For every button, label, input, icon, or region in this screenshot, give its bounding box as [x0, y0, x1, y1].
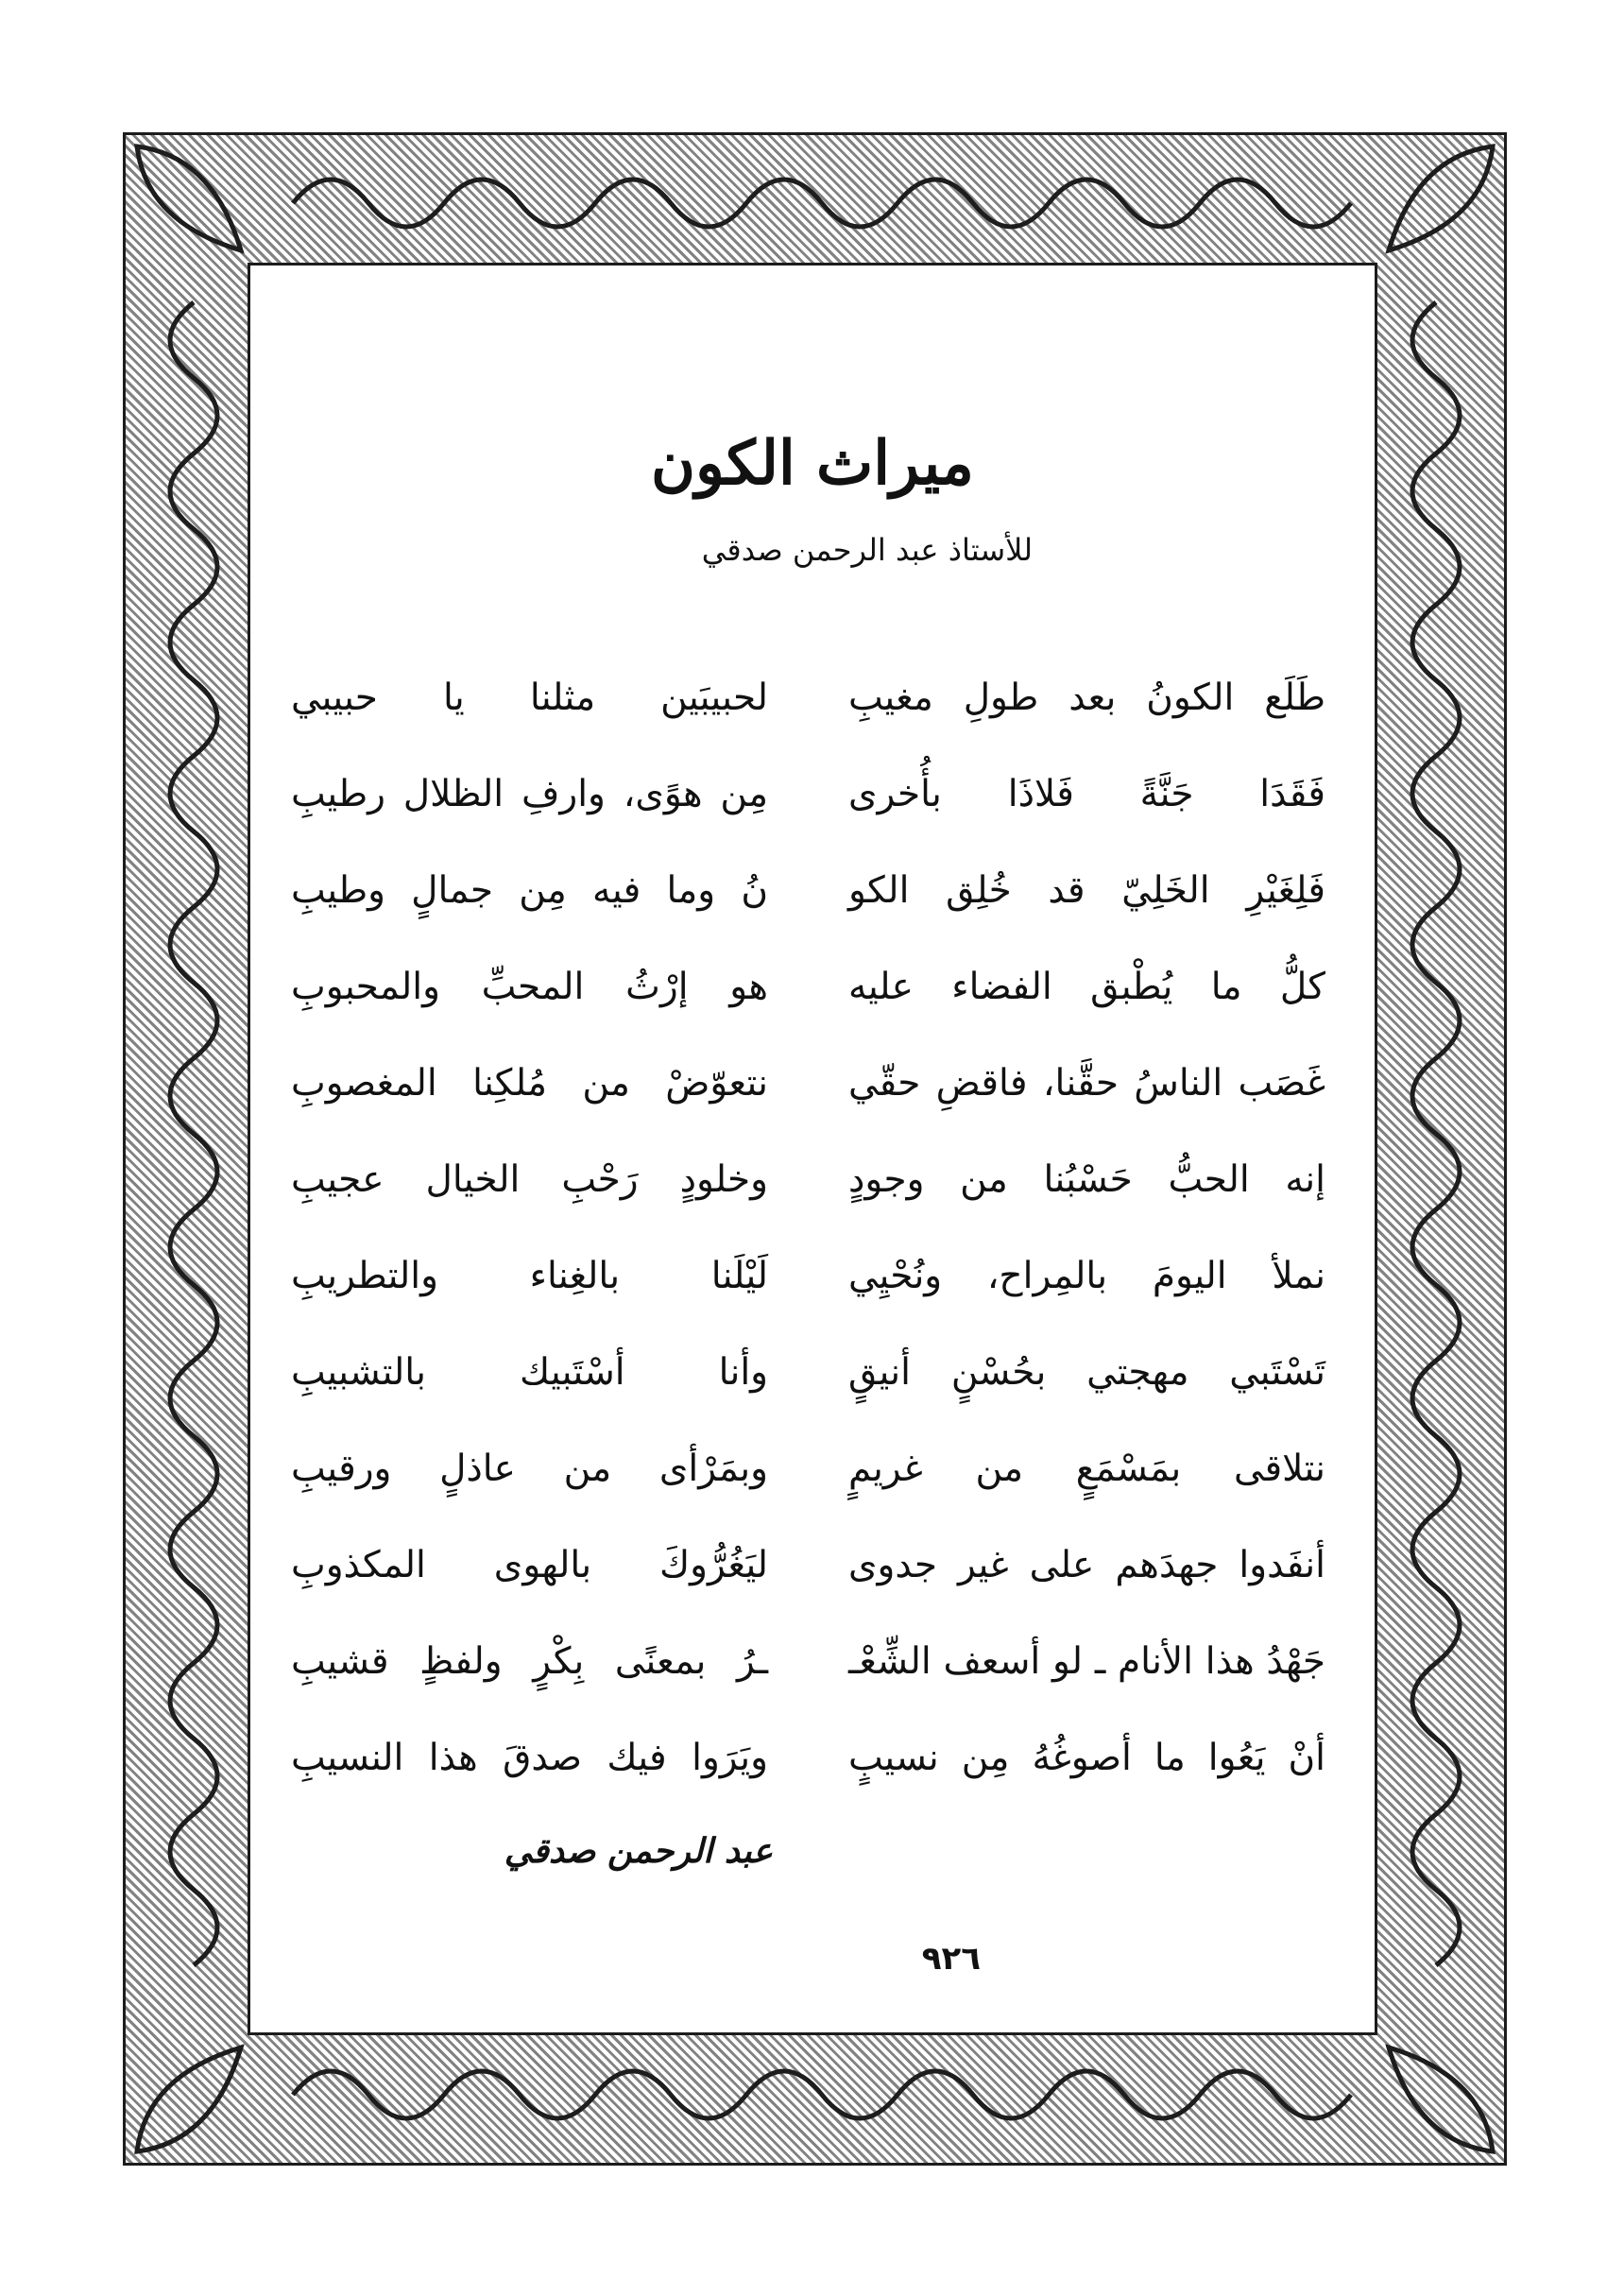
verse-row [291, 1036, 1325, 1132]
verse-first-hemistich: تَسْتَبي مهجتي بحُسْنٍ أنيقٍ [848, 1350, 1325, 1394]
verse-row [291, 1517, 1325, 1614]
verse-first-hemistich: نملأ اليومَ بالمِراح، ونُحْيِي [848, 1254, 1325, 1297]
verse-first-hemistich: جَهْدُ هذا الأنام ـ لو أسعف الشِّعْـ [848, 1639, 1325, 1683]
verse-first-hemistich: فَقَدَا جَنَّةً فَلاذَا بأُخرى [848, 772, 1325, 815]
verse-second-hemistich: لَيْلَنا بالغِناء والتطريبِ [291, 1254, 768, 1297]
page-content [248, 263, 1377, 2035]
verse-first-hemistich: كلُّ ما يُطْبق الفضاء عليه [848, 965, 1325, 1008]
verse-second-hemistich: وخلودٍ رَحْبِ الخيال عجيبِ [291, 1157, 768, 1201]
verse-row [291, 746, 1325, 843]
verse-first-hemistich: طَلَع الكونُ بعد طولِ مغيبِ [848, 676, 1325, 719]
verse-first-hemistich: غَصَب الناسُ حقَّنا، فاقضِ حقّي [848, 1061, 1325, 1105]
verse-second-hemistich: ـرُ بمعنًى بِكْرٍ ولفظٍ قشيبِ [291, 1639, 768, 1683]
verse-row [291, 939, 1325, 1036]
verse-first-hemistich: نتلاقى بمَسْمَعٍ من غريمٍ [848, 1447, 1325, 1490]
verse-row [291, 1228, 1325, 1325]
verse-second-hemistich: نُ وما فيه مِن جمالٍ وطيبِ [291, 868, 768, 912]
verse-first-hemistich: أنْ يَعُوا ما أصوغُهُ مِن نسيبٍ [848, 1736, 1325, 1779]
verse-second-hemistich: نتعوّضْ من مُلكِنا المغصوبِ [291, 1061, 768, 1105]
verse-second-hemistich: مِن هوًى، وارفِ الظلال رطيبِ [291, 772, 768, 815]
page-number: ٩٢٦ [921, 1940, 981, 1978]
verse-row [291, 1325, 1325, 1421]
verse-row [291, 843, 1325, 939]
verse-second-hemistich: وأنا أسْتَبيك بالتشبيبِ [291, 1350, 768, 1394]
poem-byline: للأستاذ عبد الرحمن صدقي [701, 532, 1033, 568]
verse-first-hemistich: إنه الحبُّ حَسْبُنا من وجودٍ [848, 1157, 1325, 1201]
verse-row [291, 1710, 1325, 1807]
verse-row [291, 650, 1325, 746]
verse-second-hemistich: ليَغُرُّوكَ بالهوى المكذوبِ [291, 1543, 768, 1586]
verse-second-hemistich: لحبيبَين مثلنا يا حبيبي [291, 676, 768, 719]
verse-first-hemistich: أنفَدوا جهدَهم على غير جدوى [848, 1543, 1325, 1586]
verse-first-hemistich: فَلِغَيْرِ الخَلِيّ قد خُلِق الكو [848, 868, 1325, 912]
poem-signature: عبد الرحمن صدقي [504, 1831, 773, 1871]
verse-row [291, 1132, 1325, 1228]
verse-second-hemistich: هو إرْثُ المحبِّ والمحبوبِ [291, 965, 768, 1008]
verse-row [291, 1614, 1325, 1710]
verse-second-hemistich: ويَرَوا فيك صدقَ هذا النسيبِ [291, 1736, 768, 1779]
verses [291, 650, 1325, 1807]
verse-row [291, 1421, 1325, 1517]
poem-title: ميراث الكون [651, 428, 974, 499]
verse-second-hemistich: وبمَرْأى من عاذلٍ ورقيبِ [291, 1447, 768, 1490]
